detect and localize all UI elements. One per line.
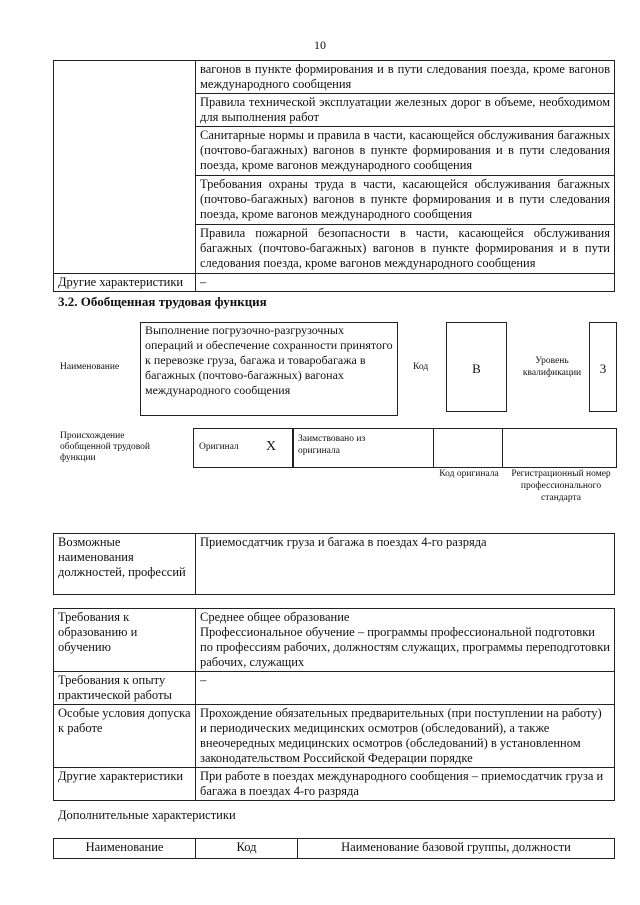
other-characteristics-label: Другие характеристики — [54, 274, 196, 292]
table-row — [54, 768, 615, 801]
table-row — [54, 61, 615, 94]
section-heading: 3.2. Обобщенная трудовая функция — [58, 294, 267, 309]
code-value: B — [472, 361, 481, 376]
name-label: Наименование — [60, 362, 120, 372]
other-characteristics-value: – — [196, 274, 615, 292]
page-number: 10 — [314, 38, 326, 52]
requirements-table — [53, 608, 615, 801]
original-label: Оригинал — [199, 442, 239, 452]
knowledge-table — [53, 60, 615, 292]
header-base-group: Наименование базовой группы, должности — [298, 839, 615, 859]
original-mark: X — [266, 439, 277, 454]
table-row — [54, 672, 615, 705]
knowledge-item: Правила технической эксплуатации железных дорог в объеме, необходимом для выполнения работ — [196, 94, 615, 127]
empty-left-cell — [54, 61, 196, 274]
requirement-label: Особые условия допуска к работе — [54, 705, 196, 768]
origin-original-cell — [193, 428, 294, 468]
additional-table — [53, 838, 615, 859]
table-row — [54, 705, 615, 768]
requirement-line: Среднее общее образование — [200, 610, 350, 624]
requirement-value — [196, 609, 615, 672]
table-header-row — [54, 839, 615, 859]
code-original-caption: Код оригинала — [439, 469, 499, 479]
requirement-label: Требования к опыту практической работы — [54, 672, 196, 705]
requirement-label: Другие характеристики — [54, 768, 196, 801]
knowledge-item: Требования охраны труда в части, касающейся обслуживания багажных (почтово-багажных) вагонов в пункте формирования и в пути следования поезда, кроме вагонов международного сообщения — [196, 176, 615, 225]
additional-title: Дополнительные характеристики — [58, 808, 236, 822]
knowledge-item: Санитарные нормы и правила в части, касающейся обслуживания багажных (почтово-багажных) вагонов в пункте формирования и в пути следования поезда, кроме вагонов международного сообщения — [196, 127, 615, 176]
requirement-value: – — [196, 672, 615, 705]
table-row — [54, 609, 615, 672]
knowledge-item: Правила пожарной безопасности в части, касающейся обслуживания багажных (почтово-багажных) вагонов в пункте формирования и в пути следования поезда, кроме вагонов международного сообщения — [196, 225, 615, 274]
borrowed-label: Заимствовано из оригинала — [298, 434, 366, 456]
header-code: Код — [196, 839, 298, 859]
header-name: Наименование — [54, 839, 196, 859]
knowledge-item: вагонов в пункте формирования и в пути следования поезда, кроме вагонов международного сообщения — [196, 61, 615, 94]
requirement-line: Профессиональное обучение – программы профессиональной подготовки по профессиям рабочих, должностям служащих, программы переподготовки рабочих, служащих — [200, 625, 610, 669]
code-label: Код — [413, 362, 429, 372]
code-box — [446, 322, 507, 412]
qualification-level-box — [589, 322, 617, 412]
qualification-level-value: 3 — [599, 361, 607, 376]
qualification-level-label: Уровень квалификации — [522, 356, 582, 378]
requirement-value: При работе в поездах международного сообщения – приемосдатчик груза и багажа в поездах 4-го разряда — [196, 768, 615, 801]
function-name: Выполнение погрузочно-разгрузочных операций и обеспечение сохранности принятого к перевозке груза, багажа и товаробагажа в багажных (почтово-багажных) вагонах международного сообщения — [145, 323, 393, 397]
table-row — [54, 274, 615, 292]
table-row — [54, 534, 615, 595]
origin-reg-cell — [502, 428, 617, 468]
positions-label: Возможные наименования должностей, профессий — [54, 534, 196, 595]
positions-table — [53, 533, 615, 595]
reg-number-caption: Регистрационный номер профессионального стандарта — [511, 469, 611, 503]
requirement-value: Прохождение обязательных предварительных (при поступлении на работу) и периодических медицинских осмотров (обследований), а также внеочередных медицинских осмотров (обследований) в установленном законодательством Российской Федерации порядке — [196, 705, 615, 768]
origin-label: Происхождение обобщенной трудовой функции — [60, 431, 150, 463]
origin-code-cell — [433, 428, 503, 468]
function-name-box — [140, 322, 398, 416]
origin-borrowed-cell — [292, 428, 434, 468]
positions-value: Приемосдатчик груза и багажа в поездах 4-го разряда — [196, 534, 615, 595]
requirement-label: Требования к образованию и обучению — [54, 609, 196, 672]
